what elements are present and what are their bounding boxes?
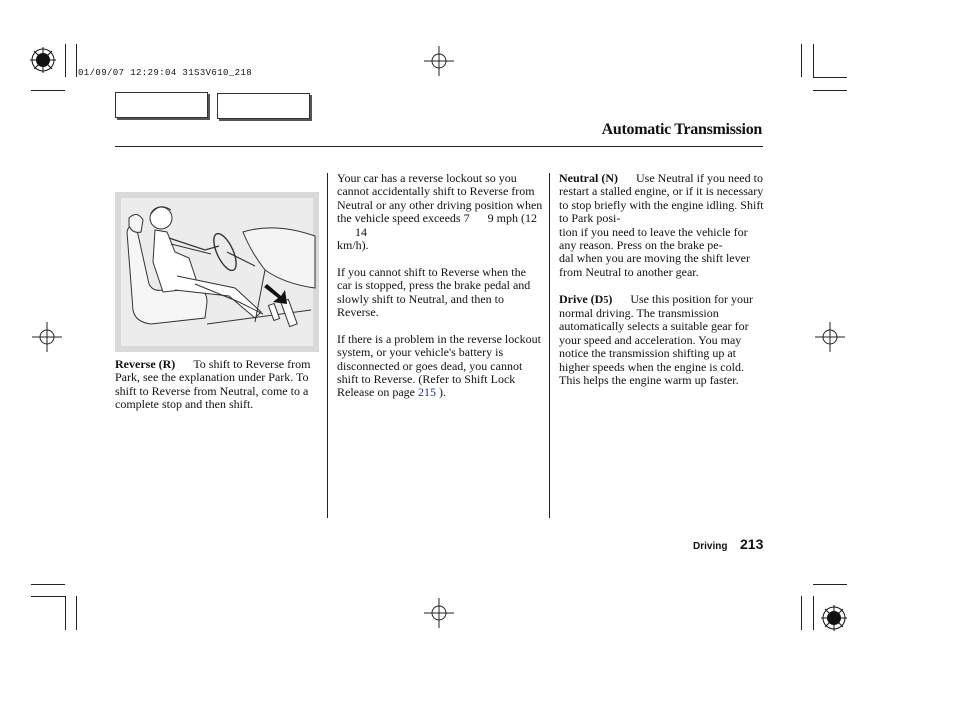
column-lockout	[337, 172, 543, 413]
drive-heading	[559, 292, 612, 306]
drive-text: Use this position for your normal driving. The transmission automatically selects a suitable gear for your speed and acceleration. You may notice the transmission shifting up at higher speeds when the engine is cold. This helps the engine warm up faster.	[559, 291, 753, 388]
column-divider	[549, 173, 550, 518]
column-reverse	[115, 358, 321, 425]
drive-heading-label: Drive (D	[559, 291, 604, 306]
page-link-215[interactable]: 215	[417, 385, 436, 400]
column-neutral-drive	[559, 172, 767, 401]
page-number: 213	[740, 536, 764, 552]
crop-mark	[76, 596, 77, 630]
registration-target-icon	[819, 603, 849, 633]
stopped-shift-text: If you cannot shift to Reverse when the car is stopped, press the brake pedal and slowly shift to Neutral, and then to Reverse.	[337, 264, 531, 320]
neutral-text-2: tion if you need to leave the vehicle for any reason. Press on the brake pe-	[559, 224, 748, 253]
drive-heading-sub: 5	[603, 294, 609, 306]
header-tab-box	[115, 92, 208, 118]
crop-mark	[813, 584, 847, 585]
crop-mark	[31, 596, 65, 597]
header-tab-box	[217, 93, 310, 119]
crop-mark	[813, 596, 814, 630]
column-divider	[327, 173, 328, 518]
lockout-speed-unit: km/h).	[337, 238, 369, 253]
lockout-speed-mph: 9 mph (12	[487, 211, 537, 226]
crop-mark	[31, 90, 65, 91]
problem-text: If there is a problem in the reverse lockout system, or your vehicle's battery is disconnected or goes dead, you cannot shift to Reverse. (Refer to Shift Lock Release on page	[337, 331, 541, 400]
crosshair-icon	[424, 598, 454, 628]
lockout-text: Your car has a reverse lockout so you cannot accidentally shift to Reverse from Neutral or any other driving position when the vehicle speed exceeds 7	[337, 171, 543, 226]
crop-mark	[813, 77, 847, 78]
neutral-text-3: dal when you are moving the shift lever from Neutral to another gear.	[559, 251, 750, 279]
reverse-heading: Reverse (R)	[115, 357, 176, 371]
crop-mark	[31, 584, 65, 585]
title-rule	[115, 146, 763, 147]
lockout-speed-kmh: 14	[355, 224, 367, 239]
driver-illustration	[115, 192, 319, 352]
drive-heading-end: )	[608, 291, 613, 306]
crop-mark	[65, 44, 66, 77]
neutral-text: Use Neutral if you need to restart a stalled engine, or if it is necessary to stop briefly with the engine idling. Shift to Park posi-	[559, 171, 764, 226]
section-title: Automatic Transmission	[601, 121, 762, 138]
crosshair-icon	[424, 46, 454, 76]
crop-mark	[801, 44, 802, 77]
crosshair-icon	[32, 322, 62, 352]
reverse-text: To shift to Reverse from Park, see the explanation under Park. To shift to Reverse from Neutral, come to a complete stop and then shift.	[115, 357, 311, 412]
crop-mark	[76, 44, 77, 77]
crop-mark	[65, 596, 66, 630]
registration-target-icon	[28, 45, 58, 75]
print-slug: 01/09/07 12:29:04 31S3V610_218	[78, 68, 253, 78]
crop-mark	[801, 596, 802, 630]
footer-section: Driving	[693, 541, 728, 552]
neutral-heading: Neutral (N)	[559, 171, 618, 185]
crop-mark	[813, 44, 814, 77]
crop-mark	[813, 90, 847, 91]
problem-text-end: ).	[438, 385, 446, 400]
crosshair-icon	[815, 322, 845, 352]
